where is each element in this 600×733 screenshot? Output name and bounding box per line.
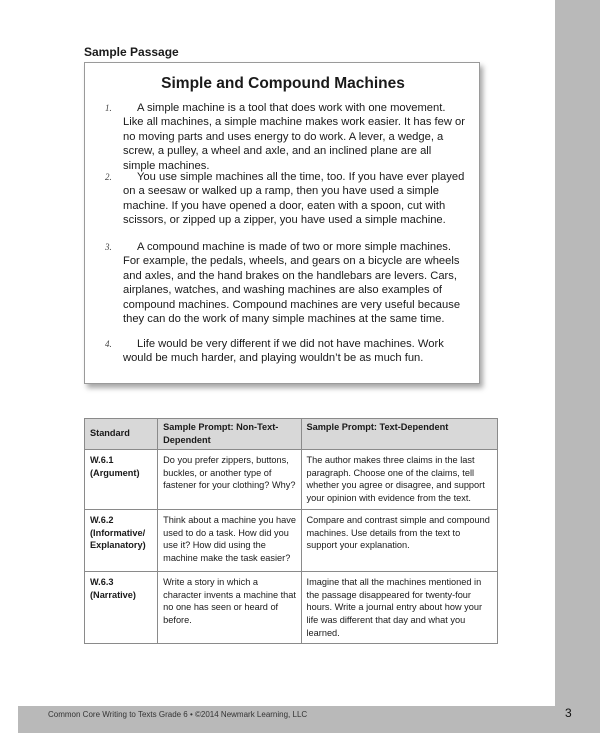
non-text-prompt-cell: Write a story in which a character invents a machine that no one has seen or heard of before. — [158, 572, 301, 644]
table-row — [85, 510, 498, 572]
paragraph-1 — [105, 101, 465, 173]
paragraph-4 — [105, 337, 465, 366]
paragraph-text: You use simple machines all the time, too. If you have ever played on a seesaw or walked up a ramp, then you have used a simple machine. If you have opened a door, eaten with a spoon, cut with scissors, or zipped up a zipper, you have used a simple machine. — [123, 171, 465, 227]
paragraph-number: 4. — [105, 339, 112, 349]
paragraph-text: A simple machine is a tool that does work with one movement. Like all machines, a simple machine makes work easier. It has few or no moving parts and uses energy to do work. A lever, a wedge, a screw, a pulley, a wheel and axle, and an inclined plane are all simple machines. — [123, 102, 465, 172]
text-dependent-prompt-cell: The author makes three claims in the last paragraph. Choose one of the claims, tell whether you agree or disagree, and support your opinion with evidence from the text. — [301, 450, 497, 510]
header-standard: Standard — [85, 419, 158, 450]
paragraph-number: 2. — [105, 172, 112, 182]
paragraph-number: 1. — [105, 103, 112, 113]
paragraph-2 — [105, 170, 465, 228]
non-text-prompt-cell: Think about a machine you have used to do a task. How did you use it? How did using the machine make the task easier? — [158, 510, 301, 572]
standard-cell: W.6.3 (Narrative) — [85, 572, 158, 644]
footer-copyright: Common Core Writing to Texts Grade 6 • ©2014 Newmark Learning, LLC — [48, 710, 308, 719]
table-header-row — [85, 419, 498, 450]
passage-title: Simple and Compound Machines — [161, 75, 405, 92]
standard-cell: W.6.2 (Informative/ Explanatory) — [85, 510, 158, 572]
paragraph-text: Life would be very different if we did not have machines. Work would be much harder, and playing wouldn’t be as much fun. — [123, 338, 444, 365]
header-non-text-dependent: Sample Prompt: Non-Text-Dependent — [158, 419, 301, 450]
standards-table — [84, 418, 498, 644]
page-number: 3 — [565, 706, 572, 720]
paragraph-3 — [105, 240, 465, 326]
non-text-prompt-cell: Do you prefer zippers, buttons, buckles, or another type of fastener for your clothing? Why? — [158, 450, 301, 510]
paragraph-text: A compound machine is made of two or more simple machines. For example, the pedals, wheels, and gears on a bicycle are wheels and axles, and the hand brakes on the handlebars are levers. Cars, airplanes, watches, and washing machines are also examples of compound machines. Compound machines are very useful because they can do the work of many simple machines at the same time. — [123, 241, 461, 326]
text-dependent-prompt-cell: Compare and contrast simple and compound machines. Use details from the text to support your explanation. — [301, 510, 497, 572]
table-row — [85, 572, 498, 644]
passage-card — [84, 62, 480, 384]
header-text-dependent: Sample Prompt: Text-Dependent — [301, 419, 497, 450]
side-margin-bar — [555, 0, 600, 733]
table-row — [85, 450, 498, 510]
standard-cell: W.6.1 (Argument) — [85, 450, 158, 510]
passage-label: Sample Passage — [84, 45, 179, 59]
text-dependent-prompt-cell: Imagine that all the machines mentioned in the passage disappeared for twenty-four hours. Write a journal entry about how your life was different that day and what you learned. — [301, 572, 497, 644]
paragraph-number: 3. — [105, 242, 112, 252]
